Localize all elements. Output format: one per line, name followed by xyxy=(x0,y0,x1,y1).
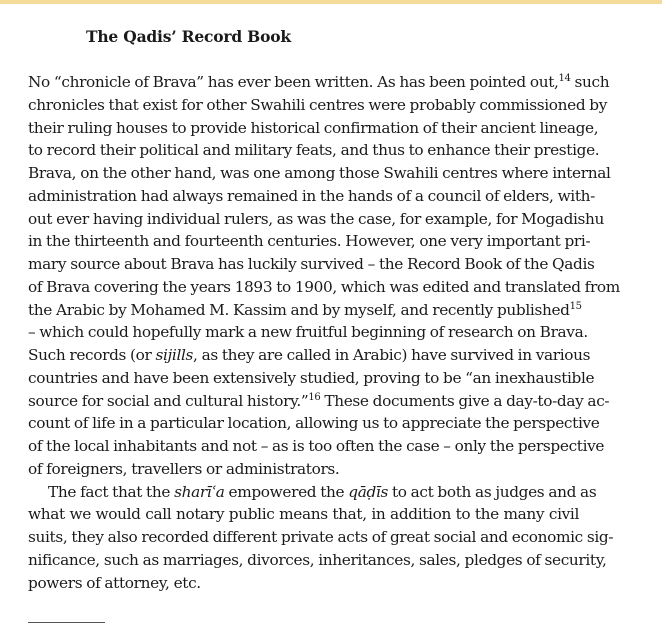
text-line: suits, they also recorded different private acts of great social and economic sig- xyxy=(28,528,614,546)
text-line: out ever having individual rulers, as was the case, for example, for Mogadishu xyxy=(28,209,605,228)
text-run: such xyxy=(570,73,610,91)
text-run: Such records (or xyxy=(28,346,156,364)
text-line: countries and have been extensively studied, proving to be “an inexhaustible xyxy=(28,368,595,387)
text-line: to record their political and military feats, and thus to enhance their prestige. xyxy=(28,141,600,160)
text-line: of foreigners, travellers or administrators. xyxy=(28,459,340,478)
text-line: nificance, such as marriages, divorces, inheritances, sales, pledges of security, xyxy=(28,550,607,569)
footnote-ref-15[interactable]: 15 xyxy=(569,300,582,312)
italic-term: sharīʿa xyxy=(174,482,225,501)
text-run: to act both as judges and as xyxy=(387,482,597,501)
text-line xyxy=(28,344,591,367)
text-line: chronicles that exist for other Swahili centres were probably commissioned by xyxy=(28,95,608,114)
text-line: their ruling houses to provide historical confirmation of their ancient lineage, xyxy=(28,118,599,137)
paragraph-2 xyxy=(28,481,614,595)
text-line: what we would call notary public means that, in addition to the many civil xyxy=(28,505,579,524)
text-line xyxy=(28,299,582,322)
text-line: – which could hopefully mark a new fruitful beginning of research on Brava. xyxy=(28,323,588,342)
footnote-ref-14[interactable]: 14 xyxy=(558,73,571,84)
text-line: mary source about Brava has luckily survived – the Record Book of the Qadis xyxy=(28,255,595,273)
text-line: of Brava covering the years 1893 to 1900, which was edited and translated from xyxy=(28,277,620,296)
text-line: in the thirteenth and fourteenth centuries. However, one very important pri- xyxy=(28,232,591,251)
footnote-ref-16[interactable]: 16 xyxy=(308,391,321,403)
text-line: count of life in a particular location, allowing us to appreciate the perspective xyxy=(28,414,600,433)
text-line xyxy=(28,71,610,94)
text-run: These documents give a day-to-day ac- xyxy=(320,391,610,410)
italic-term: qāḍīs xyxy=(348,482,388,501)
text-line xyxy=(28,481,597,504)
top-border xyxy=(0,0,662,4)
paragraph-1 xyxy=(28,71,620,481)
text-run: The fact that the xyxy=(48,482,175,501)
section-heading: The Qadis’ Record Book xyxy=(86,27,291,46)
text-run: , as they are called in Arabic) have survived in various xyxy=(193,346,591,364)
text-line: Brava, on the other hand, was one among those Swahili centres where internal xyxy=(28,164,611,182)
text-line xyxy=(28,390,610,413)
text-run: source for social and cultural history.” xyxy=(28,391,309,410)
text-run: the Arabic by Mohamed M. Kassim and by myself, and recently published xyxy=(28,300,570,319)
text-run: empowered the xyxy=(224,482,349,501)
text-run: No “chronicle of Brava” has ever been written. As has been pointed out, xyxy=(28,73,559,91)
body-text xyxy=(28,71,620,594)
text-line: powers of attorney, etc. xyxy=(28,573,201,592)
text-line: of the local inhabitants and not – as is too often the case – only the perspective xyxy=(28,437,605,455)
text-line: administration had always remained in the hands of a council of elders, with- xyxy=(28,186,595,205)
italic-term: sijills xyxy=(155,346,194,364)
footnote-separator xyxy=(28,622,105,623)
